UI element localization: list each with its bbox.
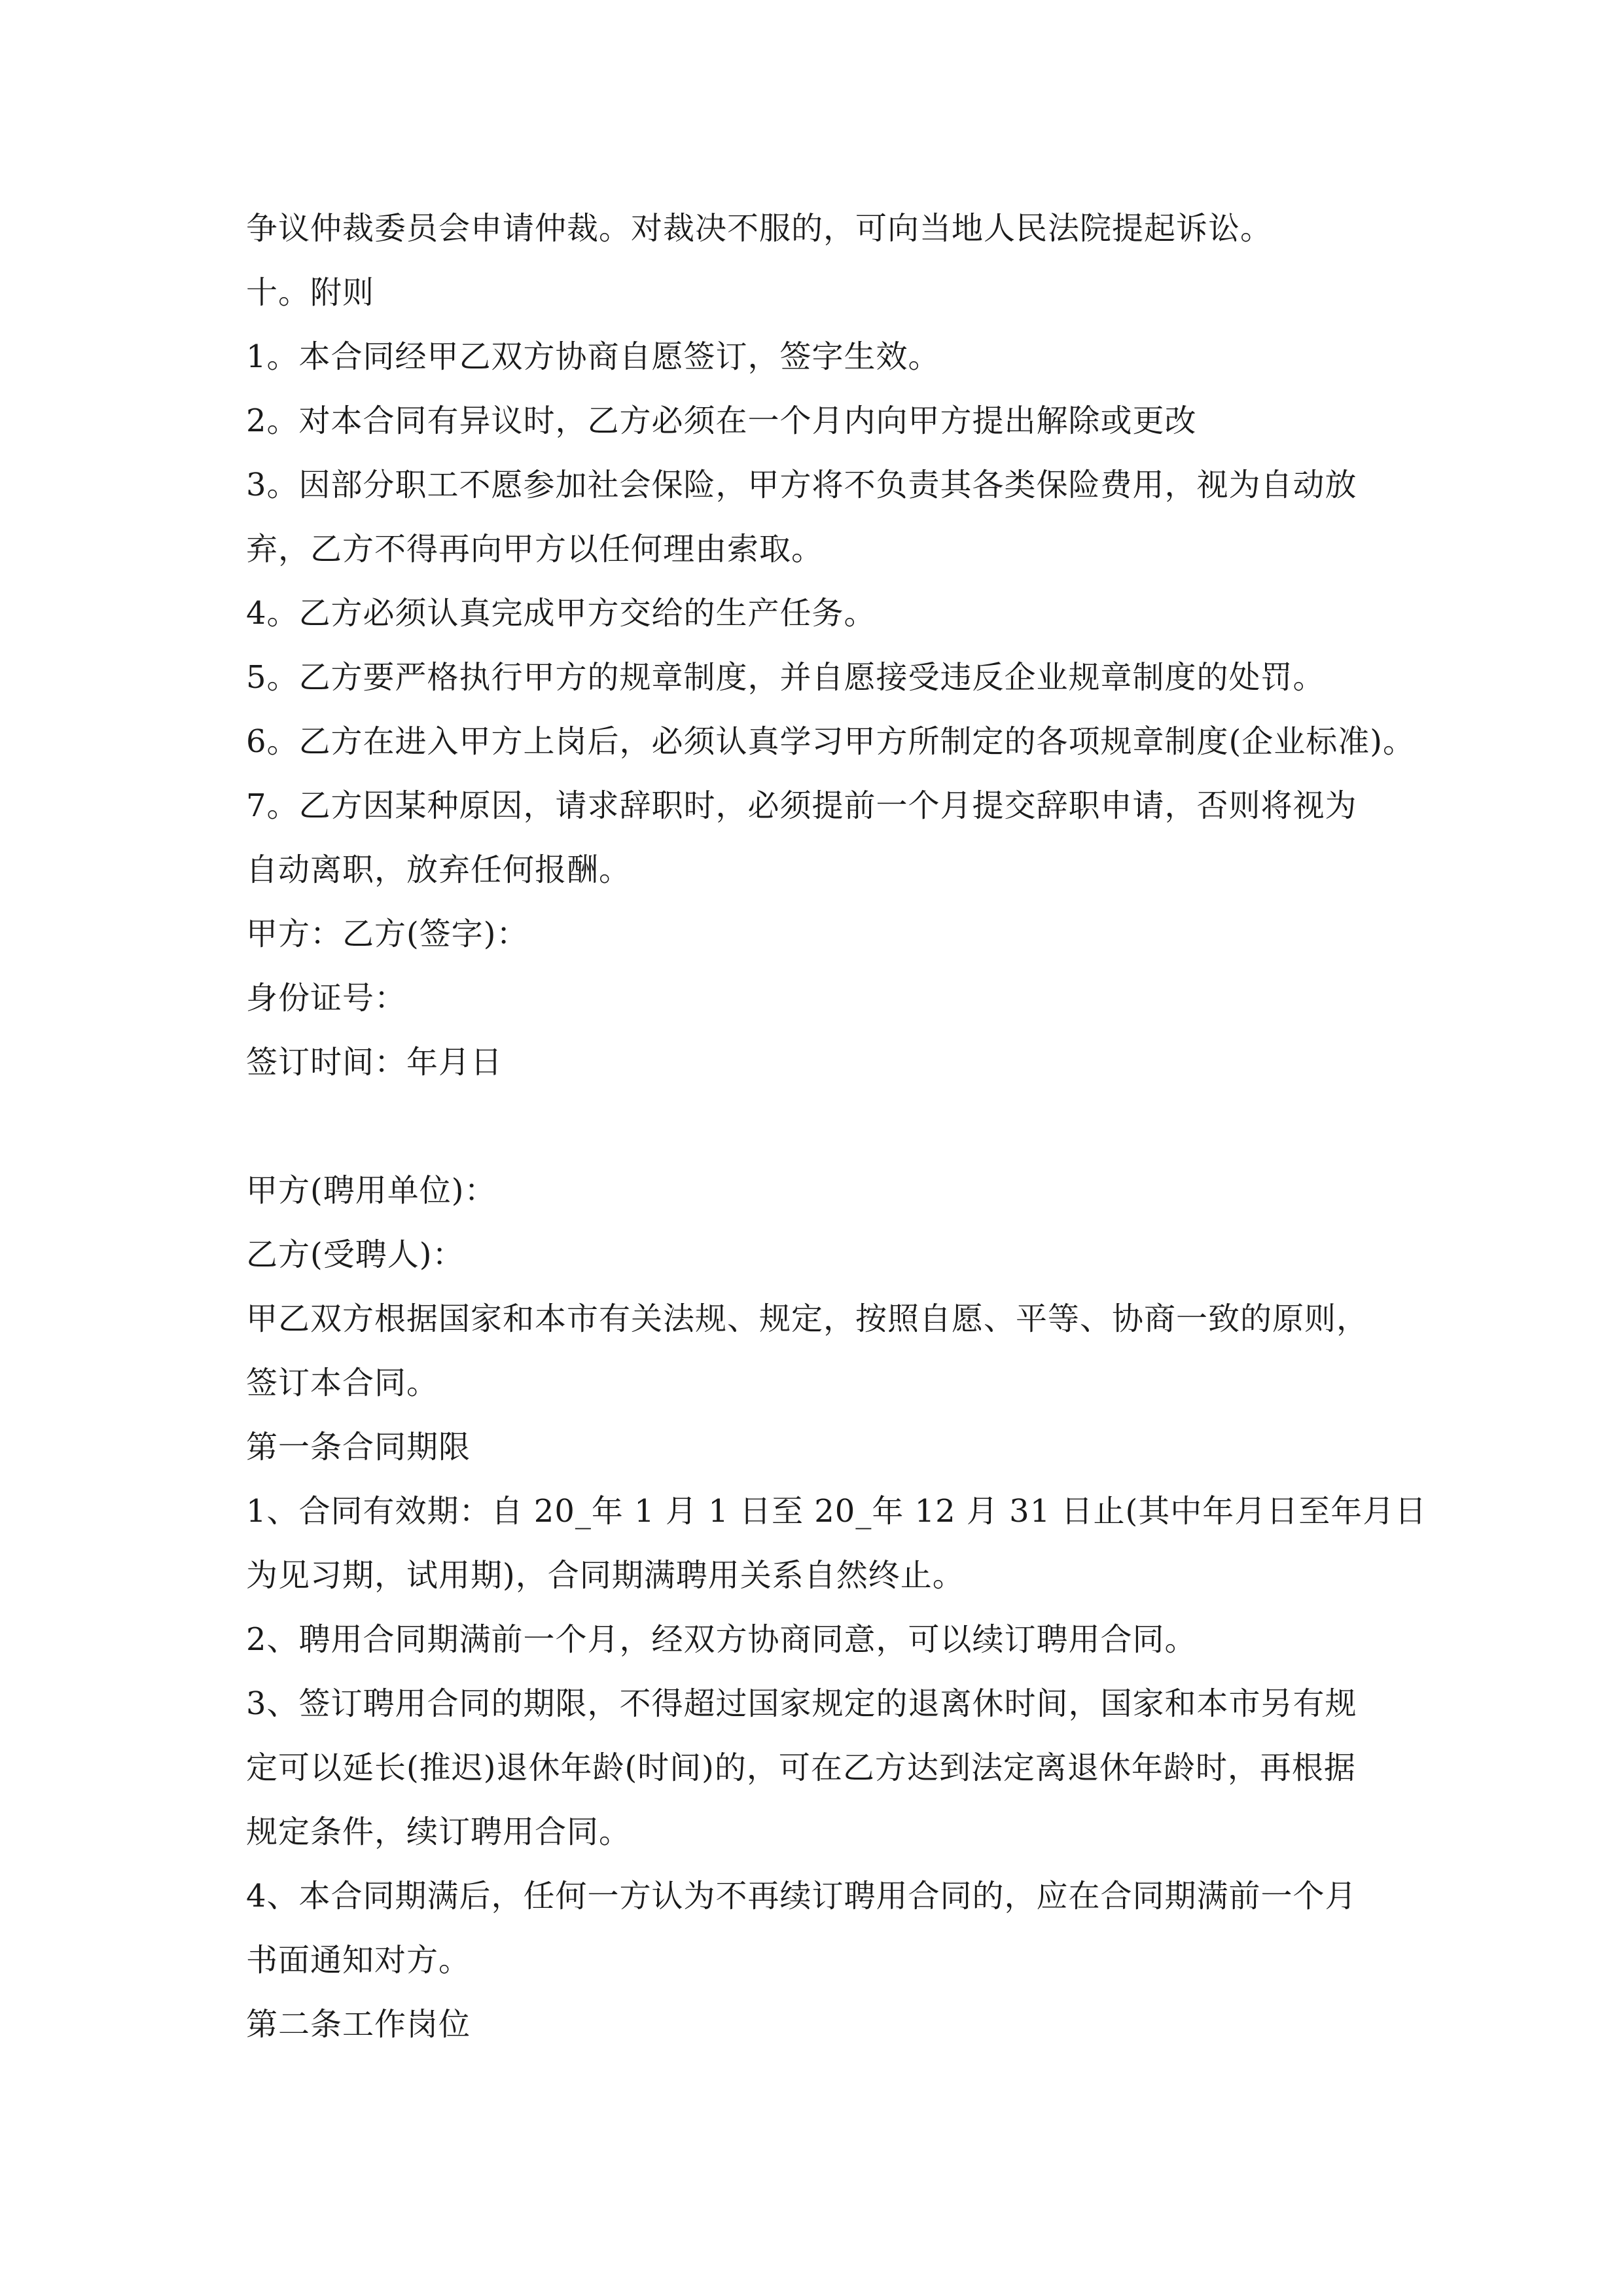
section-heading: 十。附则 xyxy=(246,274,375,311)
text-line: 2、聘用合同期满前一个月，经双方协商同意，可以续订聘用合同。 xyxy=(246,1621,1197,1658)
party-a-line: 甲方(聘用单位)： xyxy=(246,1172,497,1209)
text-line: 2。对本合同有异议时，乙方必须在一个月内向甲方提出解除或更改 xyxy=(246,403,1197,439)
text-line: 争议仲裁委员会申请仲裁。对裁决不服的，可向当地人民法院提起诉讼。 xyxy=(246,210,1273,247)
text-line: 签订本合同。 xyxy=(246,1365,439,1401)
text-line: 规定条件，续订聘用合同。 xyxy=(246,1814,632,1850)
text-line: 弃，乙方不得再向甲方以任何理由索取。 xyxy=(246,531,824,567)
text-line: 自动离职，放弃任何报酬。 xyxy=(246,852,632,888)
text-line: 1、合同有效期：自 20_年 1 月 1 日至 20_年 12 月 31 日止(其中年月日至年月日 xyxy=(246,1493,1427,1530)
id-number-line: 身份证号： xyxy=(246,980,407,1016)
article-heading: 第二条工作岗位 xyxy=(246,2006,471,2043)
contract-appendix-section xyxy=(246,196,1415,1094)
text-line: 1。本合同经甲乙双方协商自愿签订，签字生效。 xyxy=(246,338,940,375)
text-line: 6。乙方在进入甲方上岗后，必须认真学习甲方所制定的各项规章制度(企业标准)。 xyxy=(246,723,1415,760)
text-line: 甲乙双方根据国家和本市有关法规、规定，按照自愿、平等、协商一致的原则， xyxy=(246,1300,1369,1337)
text-line: 4、本合同期满后，任何一方认为不再续订聘用合同的，应在合同期满前一个月 xyxy=(246,1878,1357,1914)
text-line: 书面通知对方。 xyxy=(246,1942,471,1979)
party-b-line: 乙方(受聘人)： xyxy=(246,1236,465,1273)
employment-contract-section xyxy=(246,1158,1427,2056)
text-line: 4。乙方必须认真完成甲方交给的生产任务。 xyxy=(246,595,876,632)
text-line: 3。因部分职工不愿参加社会保险，甲方将不负责其各类保险费用，视为自动放 xyxy=(246,467,1357,503)
text-line: 定可以延长(推迟)退休年龄(时间)的，可在乙方达到法定离退休年龄时，再根据 xyxy=(246,1749,1356,1786)
document-body xyxy=(246,196,1427,2056)
text-line: 3、签订聘用合同的期限，不得超过国家规定的退离休时间，国家和本市另有规 xyxy=(246,1685,1357,1722)
text-line: 为见习期，试用期)，合同期满聘用关系自然终止。 xyxy=(246,1557,965,1594)
text-line: 7。乙方因某种原因，请求辞职时，必须提前一个月提交辞职申请，否则将视为 xyxy=(246,787,1357,824)
section-spacer xyxy=(246,1094,1404,1158)
text-line: 5。乙方要严格执行甲方的规章制度，并自愿接受违反企业规章制度的处罚。 xyxy=(246,659,1325,696)
signing-date-line: 签订时间：年月日 xyxy=(246,1044,503,1081)
signature-line: 甲方：乙方(签字)： xyxy=(246,916,529,952)
article-heading: 第一条合同期限 xyxy=(246,1429,471,1465)
